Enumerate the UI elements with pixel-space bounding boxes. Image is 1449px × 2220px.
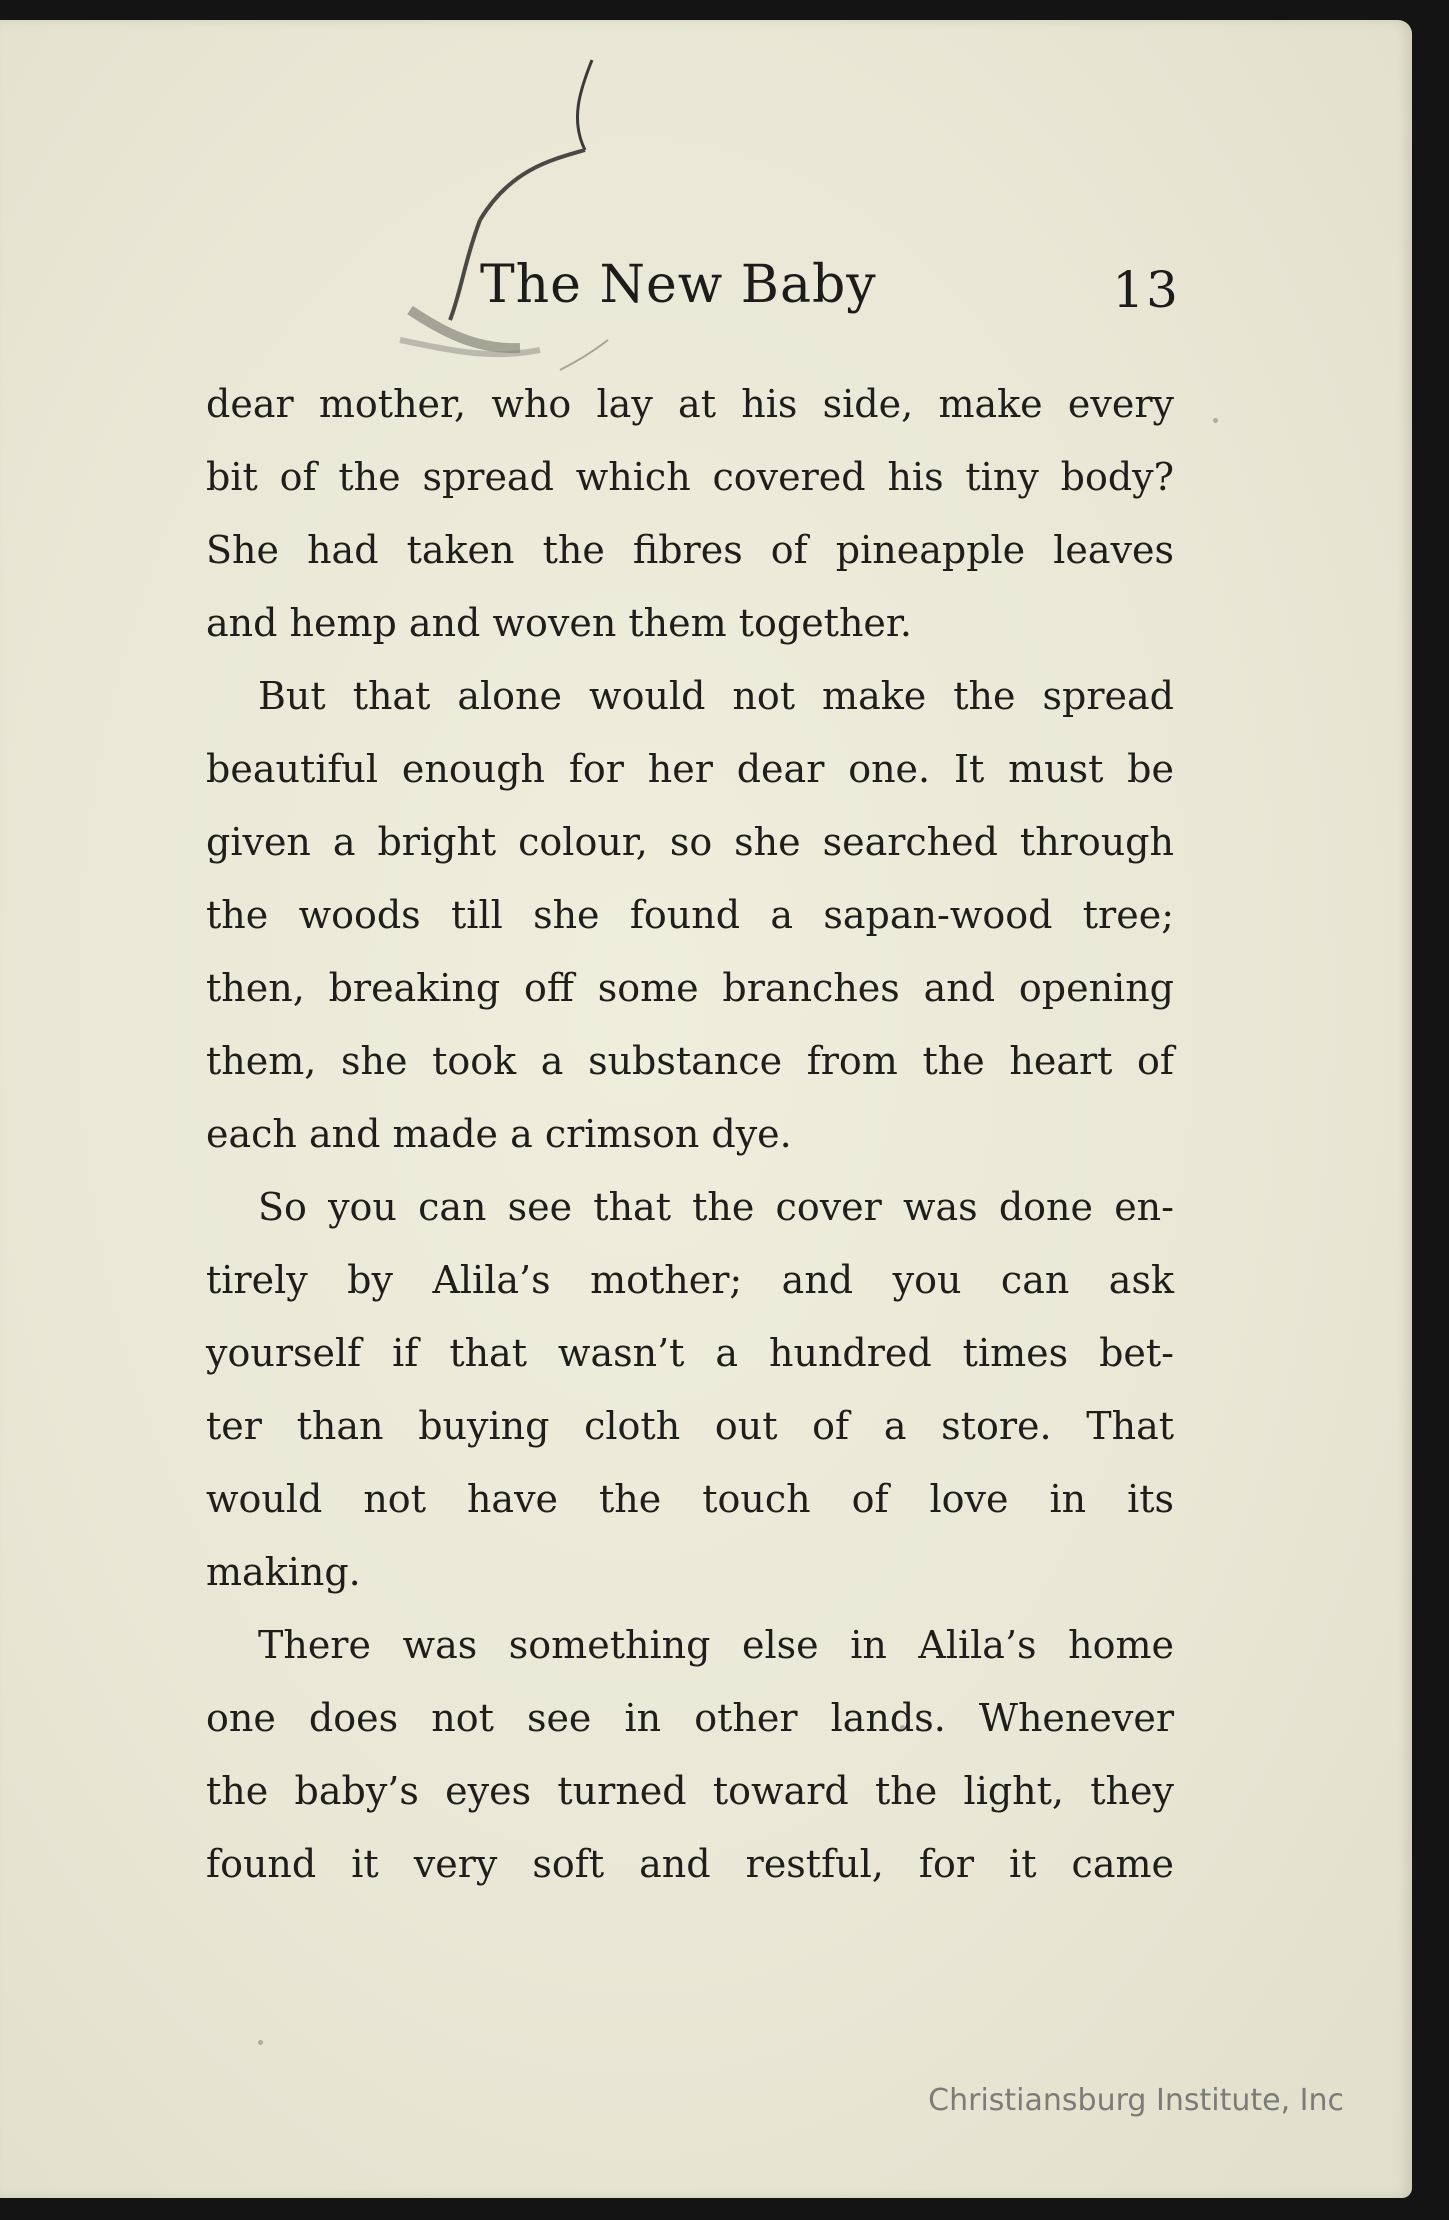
book-page (0, 20, 1412, 2198)
text-line: She had taken the fibres of pineapple leaves (206, 528, 1174, 572)
text-line: dear mother, who lay at his side, make every (206, 382, 1174, 426)
text-line: There was something else in Alila’s home (258, 1623, 1174, 1667)
text-line: would not have the touch of love in its (206, 1477, 1174, 1521)
watermark: Christiansburg Institute, Inc (928, 2083, 1344, 2118)
text-line: But that alone would not make the spread (258, 674, 1174, 718)
paragraph (206, 660, 1174, 1171)
paper-speck (900, 1725, 905, 1730)
paragraph (206, 1171, 1174, 1609)
running-title: The New Baby (480, 255, 877, 315)
text-line: then, breaking off some branches and opening (206, 966, 1174, 1010)
page-number: 13 (1112, 261, 1180, 319)
text-line: given a bright colour, so she searched through (206, 820, 1174, 864)
text-line: bit of the spread which covered his tiny body? (206, 455, 1174, 499)
text-line: So you can see that the cover was done en- (258, 1185, 1174, 1229)
text-line: yourself if that wasn’t a hundred times bet- (206, 1331, 1174, 1375)
paper-speck (1213, 418, 1218, 423)
text-line: one does not see in other lands. Whenever (206, 1696, 1174, 1740)
text-line: them, she took a substance from the heart of (206, 1039, 1174, 1083)
text-line: ter than buying cloth out of a store. That (206, 1404, 1174, 1448)
text-line: and hemp and woven them together. (206, 601, 912, 645)
body-text (206, 368, 1174, 1901)
paper-speck (258, 2040, 263, 2045)
text-line: beautiful enough for her dear one. It must be (206, 747, 1174, 791)
text-line: each and made a crimson dye. (206, 1112, 792, 1156)
text-line: tirely by Alila’s mother; and you can ask (206, 1258, 1174, 1302)
text-line: making. (206, 1550, 361, 1594)
text-line: the baby’s eyes turned toward the light, they (206, 1769, 1174, 1813)
text-line: found it very soft and restful, for it came (206, 1842, 1174, 1886)
text-line: the woods till she found a sapan-wood tree; (206, 893, 1174, 937)
paragraph (206, 1609, 1174, 1901)
running-header (480, 255, 1180, 335)
paragraph (206, 368, 1174, 660)
